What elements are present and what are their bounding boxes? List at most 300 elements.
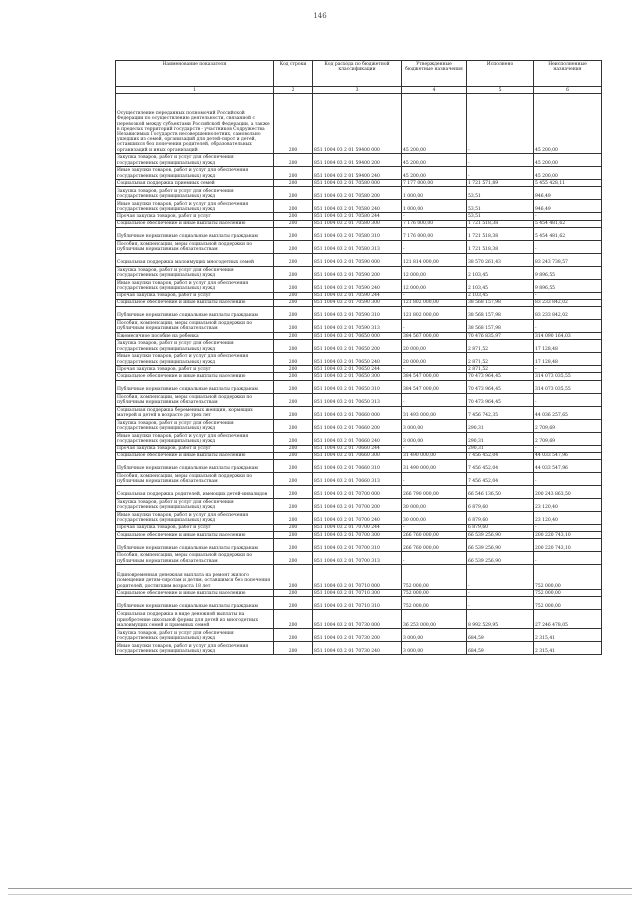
cell-name: Пособия, компенсации, меры социальной поддержки по публичным нормативным обязательствам <box>116 472 274 485</box>
cell-unexecuted: 2 315,41 <box>534 642 602 655</box>
cell-unexecuted: 17 128,48 <box>534 340 602 353</box>
cell-line-code: 200 <box>274 532 313 539</box>
cell-executed: 53,51 <box>467 200 534 213</box>
cell-line-code: 200 <box>274 552 313 565</box>
cell-executed: 684,59 <box>467 629 534 642</box>
cell-line-code: 200 <box>274 472 313 485</box>
table-row <box>116 432 602 445</box>
cell-name: Социальное обеспечение и иные выплаты населению <box>116 452 274 459</box>
cell-approved: 45 200,00 <box>402 167 467 180</box>
cell-approved: 31 490 000,00 <box>402 459 467 472</box>
budget-execution-table <box>115 60 602 655</box>
cell-approved: 12 000,00 <box>402 266 467 279</box>
table-row <box>116 485 602 498</box>
header-unexecuted: Неисполненные назначения <box>534 61 602 87</box>
cell-executed: 1 721 518,38 <box>467 220 534 227</box>
cell-approved: 752 000,00 <box>402 565 467 590</box>
cell-executed: 1 721 571,89 <box>467 180 534 187</box>
cell-line-code: 200 <box>274 353 313 366</box>
cell-unexecuted: 200 220 743,10 <box>534 532 602 539</box>
cell-line-code: 200 <box>274 340 313 353</box>
cell-executed: 2 871,52 <box>467 353 534 366</box>
cell-executed: - <box>467 565 534 590</box>
cell-unexecuted: 5 454 481,62 <box>534 227 602 240</box>
cell-name: Прочая закупка товаров, работ и услуг <box>116 366 274 373</box>
cell-budget-code: 851 1004 03 2 01 70580 244 <box>313 213 402 220</box>
cell-line-code: 200 <box>274 154 313 167</box>
cell-name: Единовременная денежная выплата на ремонт жилого помещения детям-сиротам и детям, оставшимся без попечения родителей, достигшим возраста 18 лет <box>116 565 274 590</box>
cell-budget-code: 851 1004 03 2 01 59400 200 <box>313 154 402 167</box>
cell-line-code: 200 <box>274 320 313 333</box>
cell-budget-code: 851 1004 03 2 01 70660 244 <box>313 445 402 452</box>
cell-name: Иные закупки товаров, работ и услуг для обеспечения государственных (муниципальных) нужд <box>116 511 274 524</box>
cell-unexecuted: 23 120,40 <box>534 511 602 524</box>
cell-executed: 66 539 256,90 <box>467 539 534 552</box>
table-row <box>116 279 602 292</box>
table-row <box>116 524 602 531</box>
cell-name: Социальное обеспечение и иные выплаты населению <box>116 373 274 380</box>
table-row <box>116 511 602 524</box>
cell-executed: 66 546 136,50 <box>467 485 534 498</box>
cell-budget-code: 851 1004 03 2 01 70590 240 <box>313 279 402 292</box>
cell-approved: 266 790 000,00 <box>402 485 467 498</box>
cell-approved: - <box>402 524 467 531</box>
table-row <box>116 154 602 167</box>
cell-name: Закупка товаров, работ и услуг для обеспечения государственных (муниципальных) нужд <box>116 498 274 511</box>
column-number-row <box>116 87 602 94</box>
cell-name: Публичные нормативные социальные выплаты гражданам <box>116 227 274 240</box>
cell-budget-code: 851 1004 03 2 01 70580 240 <box>313 200 402 213</box>
table-row <box>116 253 602 266</box>
header-approved: Утвержденные бюджетные назначения <box>402 61 467 87</box>
cell-unexecuted: 2 709,69 <box>534 432 602 445</box>
cell-unexecuted: 9 896,55 <box>534 266 602 279</box>
table-row <box>116 419 602 432</box>
table-row <box>116 565 602 590</box>
table-row <box>116 227 602 240</box>
cell-approved: - <box>402 366 467 373</box>
cell-budget-code: 851 1004 03 2 01 70590 000 <box>313 253 402 266</box>
cell-budget-code: 851 1004 03 2 01 70650 240 <box>313 353 402 366</box>
cell-name: Иные закупки товаров, работ и услуг для обеспечения государственных (муниципальных) нужд <box>116 167 274 180</box>
header-line-code: Код строки <box>274 61 313 87</box>
cell-line-code: 200 <box>274 292 313 299</box>
cell-approved: 121 814 000,00 <box>402 253 467 266</box>
cell-approved: 36 253 000,00 <box>402 610 467 629</box>
cell-budget-code: 851 1004 03 2 01 70700 313 <box>313 552 402 565</box>
table-row <box>116 472 602 485</box>
cell-budget-code: 851 1004 03 2 01 70580 000 <box>313 180 402 187</box>
table-row <box>116 220 602 227</box>
cell-executed: - <box>467 590 534 597</box>
cell-line-code: 200 <box>274 452 313 459</box>
table-row <box>116 498 602 511</box>
cell-budget-code: 851 1004 03 2 01 70660 313 <box>313 472 402 485</box>
cell-unexecuted: 200 220 743,10 <box>534 539 602 552</box>
cell-budget-code: 851 1004 03 2 01 70590 300 <box>313 299 402 306</box>
column-number: 1 <box>116 87 274 94</box>
cell-line-code: 200 <box>274 200 313 213</box>
cell-budget-code: 851 1004 03 2 01 70590 313 <box>313 320 402 333</box>
header-budget-code: Код расхода по бюджетной классификации <box>313 61 402 87</box>
cell-executed: 66 539 256,90 <box>467 532 534 539</box>
cell-unexecuted: 17 128,48 <box>534 353 602 366</box>
cell-unexecuted: 5 454 481,62 <box>534 220 602 227</box>
cell-budget-code: 851 1004 03 2 01 70700 240 <box>313 511 402 524</box>
cell-line-code: 200 <box>274 498 313 511</box>
cell-line-code: 200 <box>274 629 313 642</box>
cell-unexecuted: - <box>534 213 602 220</box>
cell-unexecuted: - <box>534 320 602 333</box>
cell-name: Публичные нормативные социальные выплаты гражданам <box>116 307 274 320</box>
cell-line-code: 200 <box>274 299 313 306</box>
cell-budget-code: 851 1004 03 2 01 70590 244 <box>313 292 402 299</box>
table-row <box>116 200 602 213</box>
cell-name: Публичные нормативные социальные выплаты гражданам <box>116 597 274 610</box>
cell-name: Социальное обеспечение и иные выплаты населению <box>116 532 274 539</box>
cell-line-code: 200 <box>274 419 313 432</box>
cell-budget-code: 851 1004 03 2 01 70580 200 <box>313 187 402 200</box>
cell-budget-code: 851 1004 03 2 01 70710 310 <box>313 597 402 610</box>
cell-line-code: 200 <box>274 565 313 590</box>
cell-executed: 7 456 452,04 <box>467 452 534 459</box>
cell-unexecuted: 45 200,00 <box>534 94 602 154</box>
table-row <box>116 240 602 253</box>
cell-budget-code: 851 1004 03 2 01 70700 300 <box>313 532 402 539</box>
cell-name: Пособия, компенсации, меры социальной поддержки по публичным нормативным обязательствам <box>116 552 274 565</box>
cell-budget-code: 851 1004 03 2 01 70580 313 <box>313 240 402 253</box>
cell-budget-code: 851 1004 03 2 01 70730 000 <box>313 610 402 629</box>
cell-approved: 45 200,00 <box>402 154 467 167</box>
cell-unexecuted: 44 036 257,65 <box>534 406 602 419</box>
cell-approved: 266 760 000,00 <box>402 539 467 552</box>
table-row <box>116 393 602 406</box>
cell-approved: 20 000,00 <box>402 340 467 353</box>
table-row <box>116 406 602 419</box>
cell-name: Закупка товаров, работ и услуг для обеспечения государственных (муниципальных) нужд <box>116 419 274 432</box>
cell-approved: 1 000,00 <box>402 187 467 200</box>
cell-budget-code: 851 1004 03 2 01 70650 310 <box>313 380 402 393</box>
table-row <box>116 320 602 333</box>
cell-name: Прочая закупка товаров, работ и услуг <box>116 213 274 220</box>
cell-line-code: 200 <box>274 642 313 655</box>
cell-budget-code: 851 1004 03 2 01 70590 310 <box>313 307 402 320</box>
page-bottom-rule-faint <box>8 894 632 895</box>
cell-approved: 384 567 000,00 <box>402 333 467 340</box>
cell-approved: 3 000,00 <box>402 629 467 642</box>
cell-name: Закупка товаров, работ и услуг для обеспечения государственных (муниципальных) нужд <box>116 266 274 279</box>
cell-unexecuted: 2 315,41 <box>534 629 602 642</box>
cell-approved: 1 000,00 <box>402 200 467 213</box>
column-number: 4 <box>402 87 467 94</box>
cell-unexecuted: 23 120,40 <box>534 498 602 511</box>
cell-line-code: 200 <box>274 597 313 610</box>
cell-budget-code: 851 1004 03 2 01 70700 310 <box>313 539 402 552</box>
cell-executed: 2 871,52 <box>467 340 534 353</box>
cell-budget-code: 851 1004 03 2 01 70660 310 <box>313 459 402 472</box>
cell-executed: 70 473 964,45 <box>467 393 534 406</box>
cell-approved: - <box>402 240 467 253</box>
cell-executed: 7 456 452,04 <box>467 459 534 472</box>
table-row <box>116 642 602 655</box>
table-row <box>116 333 602 340</box>
cell-name: Публичные нормативные социальные выплаты гражданам <box>116 539 274 552</box>
cell-budget-code: 851 1004 03 2 01 70650 313 <box>313 393 402 406</box>
cell-executed: 2 871,52 <box>467 366 534 373</box>
cell-budget-code: 851 1004 03 2 01 70650 000 <box>313 333 402 340</box>
cell-executed: 70 473 964,45 <box>467 373 534 380</box>
cell-executed: 53,51 <box>467 213 534 220</box>
cell-line-code: 200 <box>274 94 313 154</box>
cell-executed: 70 476 835,97 <box>467 333 534 340</box>
cell-budget-code: 851 1004 03 2 01 70580 300 <box>313 220 402 227</box>
cell-line-code: 200 <box>274 539 313 552</box>
cell-executed: 290,31 <box>467 445 534 452</box>
cell-unexecuted: 314 073 035,55 <box>534 380 602 393</box>
cell-approved: 45 200,00 <box>402 94 467 154</box>
table-row <box>116 167 602 180</box>
cell-executed: 38 568 157,98 <box>467 307 534 320</box>
cell-approved: 7 177 000,00 <box>402 180 467 187</box>
cell-approved: 7 176 000,00 <box>402 220 467 227</box>
cell-approved: 3 000,00 <box>402 432 467 445</box>
cell-approved: 3 000,00 <box>402 419 467 432</box>
cell-approved: 31 493 000,00 <box>402 406 467 419</box>
table-row <box>116 629 602 642</box>
cell-approved: - <box>402 445 467 452</box>
table-body <box>116 94 602 655</box>
cell-approved: 30 000,00 <box>402 511 467 524</box>
cell-line-code: 200 <box>274 253 313 266</box>
table-row <box>116 187 602 200</box>
cell-approved: 384 547 000,00 <box>402 373 467 380</box>
column-number: 2 <box>274 87 313 94</box>
cell-unexecuted: 2 709,69 <box>534 419 602 432</box>
cell-line-code: 200 <box>274 213 313 220</box>
cell-name: Закупка товаров, работ и услуг для обеспечения государственных (муниципальных) нужд <box>116 154 274 167</box>
table-row <box>116 340 602 353</box>
cell-approved: - <box>402 292 467 299</box>
header-name: Наименование показателя <box>116 61 274 87</box>
table-row <box>116 552 602 565</box>
cell-unexecuted: - <box>534 445 602 452</box>
cell-unexecuted: - <box>534 393 602 406</box>
cell-executed: 7 456 742,35 <box>467 406 534 419</box>
cell-name: Закупка товаров, работ и услуг для обеспечения государственных (муниципальных) нужд <box>116 629 274 642</box>
cell-approved: 3 000,00 <box>402 642 467 655</box>
cell-name: Социальное обеспечение и иные выплаты населению <box>116 299 274 306</box>
cell-approved: 121 802 000,00 <box>402 299 467 306</box>
cell-executed: 1 721 518,38 <box>467 227 534 240</box>
cell-approved: 384 547 000,00 <box>402 380 467 393</box>
cell-approved: 7 176 000,00 <box>402 227 467 240</box>
cell-line-code: 200 <box>274 380 313 393</box>
cell-approved: - <box>402 213 467 220</box>
cell-budget-code: 851 1004 03 2 01 70660 200 <box>313 419 402 432</box>
cell-approved: 266 760 000,00 <box>402 532 467 539</box>
cell-name: Социальная поддержка приемных семей <box>116 180 274 187</box>
cell-executed: 6 879,60 <box>467 498 534 511</box>
cell-line-code: 200 <box>274 187 313 200</box>
cell-executed: 6 879,60 <box>467 524 534 531</box>
page-bottom-rule <box>8 888 632 889</box>
cell-line-code: 200 <box>274 279 313 292</box>
cell-executed: 2 103,45 <box>467 279 534 292</box>
cell-name: Прочая закупка товаров, работ и услуг <box>116 292 274 299</box>
cell-executed: 6 879,60 <box>467 511 534 524</box>
cell-unexecuted: 200 243 863,50 <box>534 485 602 498</box>
cell-approved: 20 000,00 <box>402 353 467 366</box>
table-row <box>116 180 602 187</box>
page-number: 146 <box>313 12 327 20</box>
cell-budget-code: 851 1004 03 2 01 70730 200 <box>313 629 402 642</box>
cell-unexecuted: - <box>534 524 602 531</box>
cell-budget-code: 851 1004 03 2 01 70710 300 <box>313 590 402 597</box>
cell-approved: - <box>402 393 467 406</box>
cell-budget-code: 851 1004 03 2 01 70700 000 <box>313 485 402 498</box>
table-row <box>116 532 602 539</box>
cell-name: Социальная поддержка в виде денежной выплаты на приобретение школьной формы для детей из многодетных малоимущих семей и приемных семей <box>116 610 274 629</box>
cell-executed: 53,51 <box>467 187 534 200</box>
cell-unexecuted: 5 455 428,11 <box>534 180 602 187</box>
table-row <box>116 610 602 629</box>
cell-unexecuted: 9 896,55 <box>534 279 602 292</box>
cell-budget-code: 851 1004 03 2 01 70700 244 <box>313 524 402 531</box>
cell-approved: 752 000,00 <box>402 597 467 610</box>
cell-unexecuted: 314 073 035,55 <box>534 373 602 380</box>
cell-name: Иные закупки товаров, работ и услуг для обеспечения государственных (муниципальных) нужд <box>116 353 274 366</box>
cell-name: Иные закупки товаров, работ и услуг для обеспечения государственных (муниципальных) нужд <box>116 279 274 292</box>
cell-line-code: 200 <box>274 485 313 498</box>
cell-approved: 121 802 000,00 <box>402 307 467 320</box>
cell-unexecuted: - <box>534 240 602 253</box>
cell-executed: 684,59 <box>467 642 534 655</box>
cell-unexecuted: 83 233 842,02 <box>534 299 602 306</box>
cell-approved: - <box>402 320 467 333</box>
cell-executed: 7 456 452,04 <box>467 472 534 485</box>
cell-name: Социальная поддержка малоимущих многодетных семей <box>116 253 274 266</box>
cell-approved: 12 000,00 <box>402 279 467 292</box>
cell-name: Осуществление переданных полномочий Российской Федерации по осуществлению деятельности, связанной с перевозкой между субъектами Российской Федерации, а также в пределах территорий государств - участников Содружества Независимых Государств несовершеннолетних, самовольно ушедших из семей, организаций для детей-сирот и детей, оставшихся без попечения родителей, образовательных организаций и иных организаций <box>116 94 274 154</box>
cell-executed: 38 570 261,43 <box>467 253 534 266</box>
cell-line-code: 200 <box>274 220 313 227</box>
cell-line-code: 200 <box>274 610 313 629</box>
cell-name: Публичные нормативные социальные выплаты гражданам <box>116 380 274 393</box>
cell-name: Иные закупки товаров, работ и услуг для обеспечения государственных (муниципальных) нужд <box>116 642 274 655</box>
cell-approved: 752 000,00 <box>402 590 467 597</box>
cell-unexecuted: - <box>534 552 602 565</box>
cell-budget-code: 851 1004 03 2 01 70710 000 <box>313 565 402 590</box>
cell-name: Социальное обеспечение и иные выплаты населению <box>116 220 274 227</box>
cell-name: Закупка товаров, работ и услуг для обеспечения государственных (муниципальных) нужд <box>116 340 274 353</box>
cell-budget-code: 851 1004 03 2 01 70650 300 <box>313 373 402 380</box>
cell-unexecuted: 44 033 547,96 <box>534 459 602 472</box>
cell-budget-code: 851 1004 03 2 01 70700 200 <box>313 498 402 511</box>
cell-approved: 31 490 000,00 <box>402 452 467 459</box>
cell-line-code: 200 <box>274 445 313 452</box>
cell-line-code: 200 <box>274 240 313 253</box>
column-number: 5 <box>467 87 534 94</box>
cell-budget-code: 851 1004 03 2 01 70650 200 <box>313 340 402 353</box>
cell-approved: - <box>402 552 467 565</box>
cell-line-code: 200 <box>274 167 313 180</box>
column-number: 6 <box>534 87 602 94</box>
cell-budget-code: 851 1004 03 2 01 70660 300 <box>313 452 402 459</box>
cell-unexecuted: 45 200,00 <box>534 167 602 180</box>
cell-budget-code: 851 1004 03 2 01 70730 240 <box>313 642 402 655</box>
cell-unexecuted: 946,49 <box>534 187 602 200</box>
cell-unexecuted: 27 246 478,05 <box>534 610 602 629</box>
cell-executed: - <box>467 597 534 610</box>
cell-executed: 290,31 <box>467 432 534 445</box>
cell-name: Иные закупки товаров, работ и услуг для обеспечения государственных (муниципальных) нужд <box>116 432 274 445</box>
cell-unexecuted: - <box>534 472 602 485</box>
cell-executed: 38 568 157,98 <box>467 320 534 333</box>
cell-line-code: 200 <box>274 524 313 531</box>
table-row <box>116 539 602 552</box>
cell-unexecuted: 44 033 547,96 <box>534 452 602 459</box>
cell-name: Пособия, компенсации, меры социальной поддержки по публичным нормативным обязательствам <box>116 393 274 406</box>
table-row <box>116 590 602 597</box>
cell-line-code: 200 <box>274 307 313 320</box>
table-row <box>116 266 602 279</box>
table-row <box>116 373 602 380</box>
column-number: 3 <box>313 87 402 94</box>
table-row <box>116 94 602 154</box>
cell-unexecuted: 83 233 842,02 <box>534 307 602 320</box>
cell-executed: 8 992 529,95 <box>467 610 534 629</box>
cell-line-code: 200 <box>274 373 313 380</box>
cell-name: Социальная поддержка родителей, имеющих детей-инвалидов <box>116 485 274 498</box>
table-row <box>116 459 602 472</box>
cell-line-code: 200 <box>274 432 313 445</box>
table-row <box>116 445 602 452</box>
cell-name: Публичные нормативные социальные выплаты гражданам <box>116 459 274 472</box>
cell-line-code: 200 <box>274 590 313 597</box>
header-executed: Исполнено <box>467 61 534 87</box>
cell-executed: 70 473 964,45 <box>467 380 534 393</box>
table-row <box>116 292 602 299</box>
cell-line-code: 200 <box>274 366 313 373</box>
cell-budget-code: 851 1004 03 2 01 70660 240 <box>313 432 402 445</box>
cell-line-code: 200 <box>274 227 313 240</box>
cell-line-code: 200 <box>274 333 313 340</box>
cell-line-code: 200 <box>274 406 313 419</box>
cell-approved: - <box>402 472 467 485</box>
cell-unexecuted: 45 200,00 <box>534 154 602 167</box>
table-row <box>116 213 602 220</box>
table-row <box>116 597 602 610</box>
cell-budget-code: 851 1004 03 2 01 70650 244 <box>313 366 402 373</box>
cell-budget-code: 851 1004 03 2 01 59400 000 <box>313 94 402 154</box>
table-row <box>116 452 602 459</box>
cell-approved: 30 000,00 <box>402 498 467 511</box>
cell-name: Прочая закупка товаров, работ и услуг <box>116 445 274 452</box>
cell-name: Закупка товаров, работ и услуг для обеспечения государственных (муниципальных) нужд <box>116 187 274 200</box>
table-row <box>116 353 602 366</box>
cell-budget-code: 851 1004 03 2 01 70590 200 <box>313 266 402 279</box>
cell-name: Ежемесячное пособие на ребенка <box>116 333 274 340</box>
cell-executed: - <box>467 154 534 167</box>
cell-line-code: 200 <box>274 459 313 472</box>
cell-budget-code: 851 1004 03 2 01 70660 000 <box>313 406 402 419</box>
cell-unexecuted: 314 090 164,03 <box>534 333 602 340</box>
cell-budget-code: 851 1004 03 2 01 70580 310 <box>313 227 402 240</box>
cell-line-code: 200 <box>274 266 313 279</box>
cell-name: Прочая закупка товаров, работ и услуг <box>116 524 274 531</box>
cell-executed: 38 568 157,98 <box>467 299 534 306</box>
table-row <box>116 299 602 306</box>
